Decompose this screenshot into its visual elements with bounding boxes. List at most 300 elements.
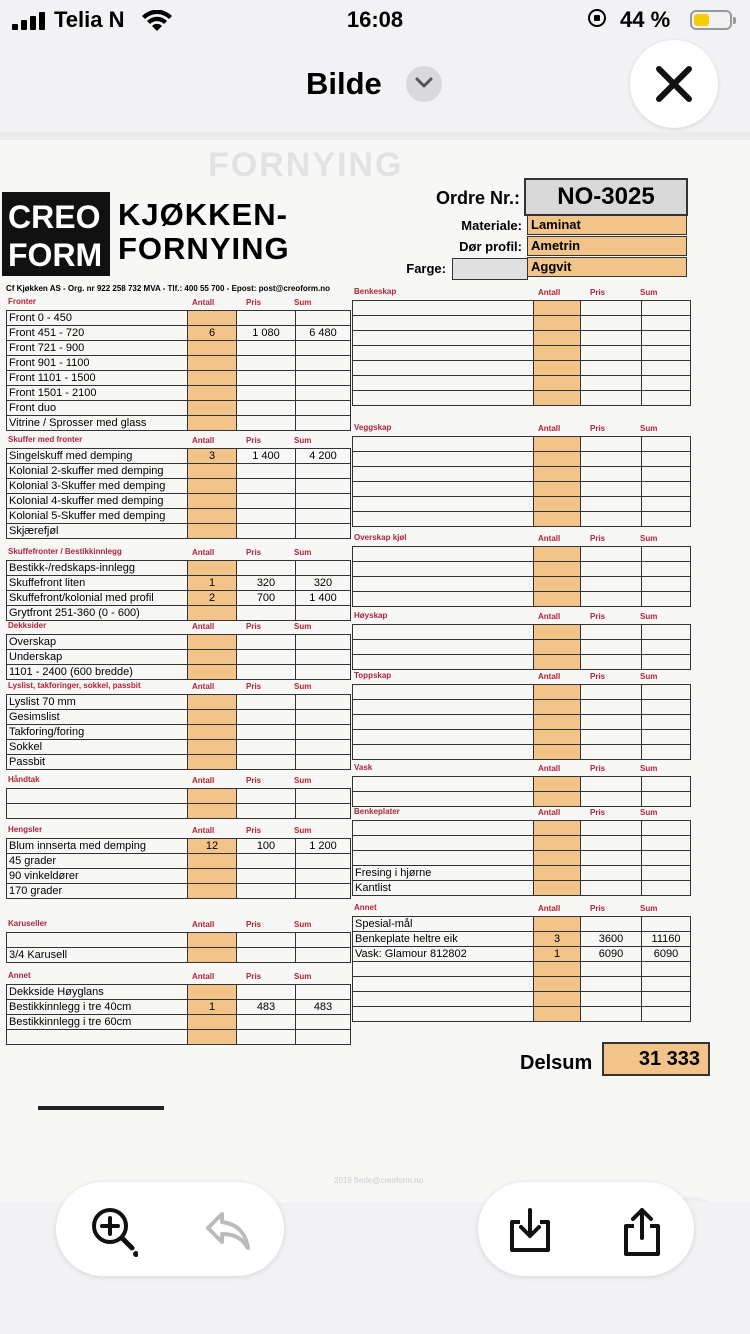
- cell-label: [353, 977, 534, 992]
- cell-label: [353, 361, 534, 376]
- cell-sum: [642, 745, 691, 760]
- cell-antall: [188, 884, 237, 899]
- cell-pris: 100: [237, 839, 296, 854]
- column-header: Antall: [538, 424, 561, 433]
- materiale-label: Materiale:: [461, 218, 522, 233]
- cell-label: Spesial-mål: [353, 917, 534, 932]
- column-header: Pris: [246, 776, 262, 785]
- table-row: [353, 361, 691, 376]
- cell-sum: [296, 695, 351, 710]
- cell-sum: 483: [296, 1000, 351, 1015]
- column-header: Sum: [294, 298, 312, 307]
- cell-sum: [296, 464, 351, 479]
- cell-label: Front 1101 - 1500: [7, 371, 188, 386]
- table-row: [353, 685, 691, 700]
- table-row: [353, 777, 691, 792]
- cell-pris: [581, 316, 642, 331]
- cell-antall: [534, 962, 581, 977]
- cell-pris: [581, 917, 642, 932]
- column-header: Antall: [192, 682, 215, 691]
- table-row: [7, 576, 351, 591]
- column-header: Antall: [538, 288, 561, 297]
- column-header: Pris: [246, 682, 262, 691]
- cell-pris: [237, 479, 296, 494]
- table-row: [353, 301, 691, 316]
- column-header: Antall: [538, 764, 561, 773]
- section-title: Veggskap: [354, 423, 392, 432]
- column-header: Sum: [294, 682, 312, 691]
- table-row: [353, 640, 691, 655]
- cell-pris: [581, 715, 642, 730]
- cell-label: Front 721 - 900: [7, 341, 188, 356]
- cell-pris: [581, 655, 642, 670]
- farge-swatch: [452, 258, 528, 280]
- section-title: Vask: [354, 763, 373, 772]
- cell-sum: [296, 869, 351, 884]
- table-row: [353, 376, 691, 391]
- cell-antall: [188, 789, 237, 804]
- cell-pris: 320: [237, 576, 296, 591]
- column-header: Antall: [192, 776, 215, 785]
- cell-sum: [642, 640, 691, 655]
- save-icon: [506, 1206, 554, 1254]
- cell-sum: [296, 416, 351, 431]
- cell-sum: [296, 804, 351, 819]
- cell-antall: [534, 792, 581, 807]
- cell-antall: [534, 977, 581, 992]
- table-row: [7, 665, 351, 680]
- cell-pris: [581, 331, 642, 346]
- cell-antall: [534, 482, 581, 497]
- cell-antall: [534, 881, 581, 896]
- cell-label: Takforing/foring: [7, 725, 188, 740]
- right-toolbar-group: [478, 1182, 694, 1276]
- cell-label: [353, 452, 534, 467]
- save-button[interactable]: [498, 1200, 558, 1260]
- close-button[interactable]: [630, 40, 718, 128]
- column-header: Pris: [246, 826, 262, 835]
- cell-sum: [296, 401, 351, 416]
- column-header: Sum: [294, 972, 312, 981]
- cell-sum: 6 480: [296, 326, 351, 341]
- cell-sum: [296, 356, 351, 371]
- cell-label: Blum innserta med demping: [7, 839, 188, 854]
- cell-sum: [642, 836, 691, 851]
- cell-pris: [581, 1007, 642, 1022]
- column-header: Antall: [192, 826, 215, 835]
- cell-label: [7, 1030, 188, 1045]
- table-row: [7, 326, 351, 341]
- cell-pris: [237, 985, 296, 1000]
- cell-sum: [296, 386, 351, 401]
- section-title: Hengsler: [8, 825, 43, 834]
- cell-antall: [534, 625, 581, 640]
- cell-label: [353, 512, 534, 527]
- cell-label: Skjærefjøl: [7, 524, 188, 539]
- brand-name: KJØKKEN- FORNYING: [118, 197, 290, 266]
- cell-sum: [642, 346, 691, 361]
- column-header: Antall: [538, 534, 561, 543]
- cell-pris: 483: [237, 1000, 296, 1015]
- cell-pris: [237, 464, 296, 479]
- table-row: [353, 512, 691, 527]
- status-bar: [0, 0, 750, 44]
- cell-antall: [534, 361, 581, 376]
- cell-antall: [534, 851, 581, 866]
- pen-mark: [38, 1106, 164, 1110]
- materiale-value: Laminat: [527, 215, 687, 235]
- table-row: [353, 391, 691, 406]
- cell-pris: [237, 509, 296, 524]
- cell-antall: [534, 512, 581, 527]
- column-header: Pris: [246, 436, 262, 445]
- cell-pris: [237, 650, 296, 665]
- cell-pris: [581, 866, 642, 881]
- cell-label: Front 451 - 720: [7, 326, 188, 341]
- table-row: [7, 1030, 351, 1045]
- cell-pris: [237, 665, 296, 680]
- section-title: Lyslist, takforinger, sokkel, passbit: [8, 681, 141, 690]
- cell-pris: [581, 730, 642, 745]
- table-row: [7, 509, 351, 524]
- cell-antall: [188, 356, 237, 371]
- cell-label: Kolonial 2-skuffer med demping: [7, 464, 188, 479]
- table-row: [7, 948, 351, 963]
- cell-antall: [188, 755, 237, 770]
- section-title: Overskap kjøl: [354, 533, 407, 542]
- cell-sum: [642, 467, 691, 482]
- cell-pris: [581, 512, 642, 527]
- cell-pris: [581, 962, 642, 977]
- cell-sum: [296, 311, 351, 326]
- cell-pris: [581, 361, 642, 376]
- cell-label: Vitrine / Sprosser med glass: [7, 416, 188, 431]
- left-section-5: [6, 775, 351, 819]
- table-row: [7, 650, 351, 665]
- left-section-8: [6, 971, 351, 1045]
- cell-label: [353, 467, 534, 482]
- cell-antall: [534, 700, 581, 715]
- cell-sum: [296, 948, 351, 963]
- cell-antall: [188, 635, 237, 650]
- cell-sum: [296, 606, 351, 621]
- cell-sum: [642, 547, 691, 562]
- table-row: [353, 316, 691, 331]
- cell-label: 90 vinkeldører: [7, 869, 188, 884]
- cell-pris: [237, 386, 296, 401]
- cell-sum: [642, 777, 691, 792]
- orientation-lock-icon: [588, 9, 606, 27]
- column-header: Pris: [590, 424, 606, 433]
- title-menu-button[interactable]: [406, 66, 442, 102]
- section-title: Benkeplater: [354, 807, 400, 816]
- cell-antall: [534, 301, 581, 316]
- cell-label: [353, 482, 534, 497]
- document-footer: 2019 frede@creoform.no: [334, 1176, 424, 1185]
- table-row: [353, 977, 691, 992]
- cell-antall: [188, 1015, 237, 1030]
- cell-pris: [581, 685, 642, 700]
- table-row: [7, 839, 351, 854]
- cell-antall: 1: [534, 947, 581, 962]
- table-row: [7, 524, 351, 539]
- cell-sum: [642, 992, 691, 1007]
- section-title: Høyskap: [354, 611, 388, 620]
- cell-pris: [581, 851, 642, 866]
- column-header: Antall: [192, 548, 215, 557]
- table-row: [353, 346, 691, 361]
- table-row: [7, 479, 351, 494]
- cell-pris: [237, 933, 296, 948]
- cell-label: Benkeplate heltre eik: [353, 932, 534, 947]
- cell-sum: [296, 854, 351, 869]
- left-section-2: [6, 547, 351, 621]
- cell-pris: [581, 497, 642, 512]
- cell-sum: [642, 452, 691, 467]
- cell-sum: [296, 985, 351, 1000]
- cell-label: Kolonial 5-Skuffer med demping: [7, 509, 188, 524]
- table-row: [7, 725, 351, 740]
- bottom-toolbar: [0, 1202, 750, 1334]
- cell-antall: [534, 917, 581, 932]
- undo-button[interactable]: [196, 1200, 256, 1260]
- table-row: [353, 881, 691, 896]
- cell-antall: 1: [188, 576, 237, 591]
- cell-antall: [534, 331, 581, 346]
- table-row: [7, 494, 351, 509]
- column-header: Pris: [590, 288, 606, 297]
- cell-sum: 6090: [642, 947, 691, 962]
- cell-pris: [237, 710, 296, 725]
- cell-label: [353, 316, 534, 331]
- cell-label: [353, 962, 534, 977]
- cell-label: 3/4 Karusell: [7, 948, 188, 963]
- cell-antall: 12: [188, 839, 237, 854]
- photo-view[interactable]: [0, 132, 750, 1202]
- column-header: Pris: [246, 548, 262, 557]
- cell-label: [353, 640, 534, 655]
- table-row: [7, 740, 351, 755]
- cell-sum: [642, 700, 691, 715]
- cell-sum: [296, 341, 351, 356]
- table-row: [7, 985, 351, 1000]
- column-header: Sum: [640, 288, 658, 297]
- cell-label: [353, 331, 534, 346]
- cell-antall: [534, 640, 581, 655]
- column-header: Sum: [294, 826, 312, 835]
- cell-antall: [534, 1007, 581, 1022]
- table-row: [353, 866, 691, 881]
- cell-pris: [237, 740, 296, 755]
- cell-antall: [188, 710, 237, 725]
- share-button[interactable]: [610, 1200, 670, 1260]
- table-row: [353, 917, 691, 932]
- column-header: Pris: [590, 904, 606, 913]
- cell-antall: [534, 592, 581, 607]
- cell-pris: [581, 391, 642, 406]
- cell-label: Bestikkinnlegg i tre 60cm: [7, 1015, 188, 1030]
- cell-antall: [534, 655, 581, 670]
- cell-label: [353, 391, 534, 406]
- table-row: [353, 700, 691, 715]
- cell-sum: [642, 437, 691, 452]
- cell-label: [353, 301, 534, 316]
- cell-antall: [534, 745, 581, 760]
- cell-pris: [237, 606, 296, 621]
- section-title: Annet: [354, 903, 377, 912]
- cell-sum: [642, 866, 691, 881]
- column-header: Pris: [590, 672, 606, 681]
- cell-label: [353, 685, 534, 700]
- cell-label: Front 1501 - 2100: [7, 386, 188, 401]
- cell-sum: [296, 509, 351, 524]
- table-row: [7, 869, 351, 884]
- table-row: [353, 577, 691, 592]
- table-row: [7, 1015, 351, 1030]
- cell-sum: [642, 962, 691, 977]
- cell-label: [7, 789, 188, 804]
- cell-sum: [642, 881, 691, 896]
- cell-sum: [296, 479, 351, 494]
- cell-sum: [296, 755, 351, 770]
- cell-antall: [188, 386, 237, 401]
- table-row: [7, 804, 351, 819]
- cell-label: [353, 376, 534, 391]
- cell-label: [353, 592, 534, 607]
- column-header: Sum: [640, 424, 658, 433]
- cell-antall: [188, 341, 237, 356]
- table-row: [353, 932, 691, 947]
- cell-sum: [642, 316, 691, 331]
- zoom-button[interactable]: [82, 1200, 142, 1260]
- company-info: Cf Kjøkken AS - Org. nr 922 258 732 MVA - Tlf.: 400 55 700 - Epost: post@creoform.no: [6, 284, 331, 293]
- cell-pris: [581, 452, 642, 467]
- table-row: [7, 401, 351, 416]
- right-section-5: [352, 763, 691, 807]
- column-header: Pris: [590, 764, 606, 773]
- battery-icon: [690, 10, 732, 30]
- cell-label: Sokkel: [7, 740, 188, 755]
- cell-pris: [237, 755, 296, 770]
- cell-antall: [188, 740, 237, 755]
- cell-antall: [188, 464, 237, 479]
- farge-label: Farge:: [406, 261, 446, 276]
- cell-sum: [642, 376, 691, 391]
- cell-pris: [581, 792, 642, 807]
- order-label: Ordre Nr.:: [436, 188, 521, 208]
- close-icon: [654, 64, 694, 104]
- cell-pris: [581, 992, 642, 1007]
- cell-sum: 11160: [642, 932, 691, 947]
- cell-antall: 3: [534, 932, 581, 947]
- table-row: [353, 1007, 691, 1022]
- cell-pris: [237, 561, 296, 576]
- table-row: [353, 437, 691, 452]
- cell-label: Underskap: [7, 650, 188, 665]
- cell-pris: [581, 777, 642, 792]
- cell-antall: 6: [188, 326, 237, 341]
- cell-antall: [534, 777, 581, 792]
- cell-label: [7, 933, 188, 948]
- cell-label: Singelskuff med demping: [7, 449, 188, 464]
- cell-pris: 1 080: [237, 326, 296, 341]
- cell-antall: [188, 725, 237, 740]
- cell-label: Fresing i hjørne: [353, 866, 534, 881]
- cell-sum: 320: [296, 576, 351, 591]
- cell-label: [353, 715, 534, 730]
- cell-label: [353, 1007, 534, 1022]
- chevron-down-icon: [415, 77, 433, 89]
- cell-label: Lyslist 70 mm: [7, 695, 188, 710]
- cell-antall: [188, 650, 237, 665]
- column-header: Antall: [538, 612, 561, 621]
- column-header: Antall: [192, 436, 215, 445]
- cell-label: [353, 700, 534, 715]
- cell-antall: [534, 497, 581, 512]
- cell-sum: [642, 977, 691, 992]
- cell-pris: [581, 547, 642, 562]
- section-title: Fronter: [8, 297, 36, 306]
- column-header: Sum: [640, 904, 658, 913]
- cell-label: [353, 730, 534, 745]
- cell-pris: [237, 1030, 296, 1045]
- cell-label: Gesimslist: [7, 710, 188, 725]
- cell-antall: [188, 401, 237, 416]
- right-section-4: [352, 671, 691, 760]
- undo-icon: [204, 1206, 252, 1254]
- column-header: Pris: [590, 808, 606, 817]
- cell-label: [353, 346, 534, 361]
- right-section-6: [352, 807, 691, 896]
- table-row: [353, 497, 691, 512]
- cell-antall: [534, 992, 581, 1007]
- column-header: Pris: [246, 622, 262, 631]
- cell-pris: [237, 948, 296, 963]
- cell-antall: [188, 494, 237, 509]
- cell-antall: [188, 371, 237, 386]
- column-header: Sum: [640, 612, 658, 621]
- cell-label: Overskap: [7, 635, 188, 650]
- cell-pris: [581, 301, 642, 316]
- table-row: [353, 715, 691, 730]
- cell-label: Bestikk-/redskaps-innlegg: [7, 561, 188, 576]
- cell-antall: [188, 869, 237, 884]
- table-row: [7, 464, 351, 479]
- cell-sum: [642, 625, 691, 640]
- cell-pris: [237, 311, 296, 326]
- table-row: [353, 851, 691, 866]
- section-title: Dekksider: [8, 621, 47, 630]
- cell-antall: [534, 316, 581, 331]
- cell-sum: [642, 655, 691, 670]
- clock: 16:08: [346, 7, 404, 32]
- cell-pris: [237, 524, 296, 539]
- cell-pris: [581, 977, 642, 992]
- table-row: [353, 331, 691, 346]
- column-header: Pris: [246, 920, 262, 929]
- delsum-value: 31 333: [602, 1042, 710, 1076]
- cell-antall: [188, 854, 237, 869]
- left-section-1: [6, 435, 351, 539]
- cell-pris: [237, 1015, 296, 1030]
- table-row: [7, 884, 351, 899]
- table-row: [7, 341, 351, 356]
- table-row: [353, 962, 691, 977]
- table-row: [7, 416, 351, 431]
- cell-pris: [237, 341, 296, 356]
- cell-antall: [188, 524, 237, 539]
- table-row: [7, 710, 351, 725]
